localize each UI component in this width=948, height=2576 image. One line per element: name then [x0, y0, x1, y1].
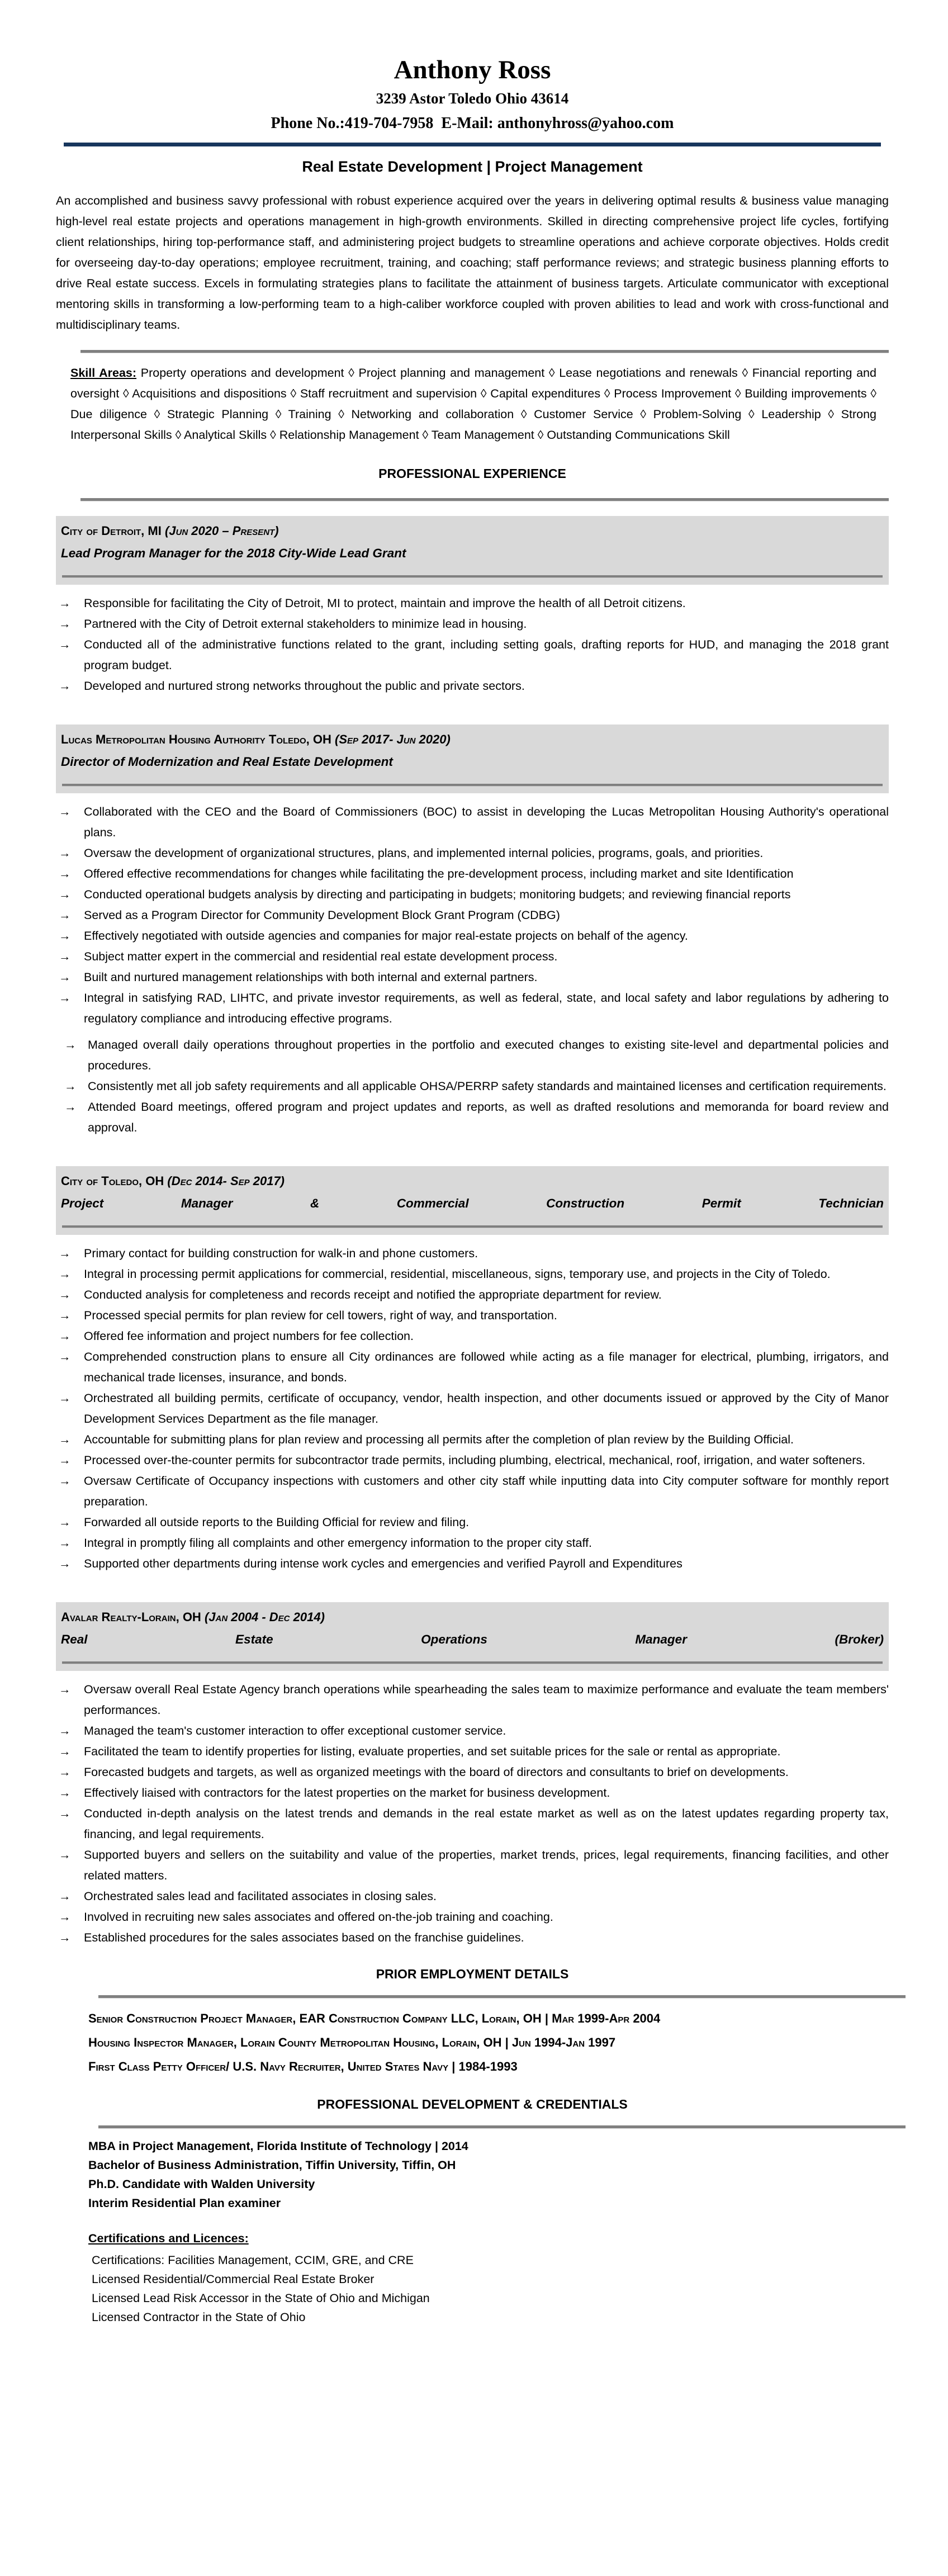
- bullet-text: Processed over-the-counter permits for subcontractor trade permits, including plumbing, electrical, mechanical, roof, irrigation, and water softeners.: [84, 1453, 866, 1467]
- bullet-item: [56, 926, 889, 946]
- job-entry: [56, 724, 889, 1138]
- bullet-text: Accountable for submitting plans for plan review and processing all permits after the completion of plan review by the Building Official.: [84, 1433, 794, 1446]
- bullet-item: [56, 1035, 889, 1076]
- bullet-text: Partnered with the City of Detroit external stakeholders to minimize lead in housing.: [84, 617, 527, 631]
- bullet-text: Oversaw the development of organizational structures, plans, and implemented internal policies, programs, goals, and priorities.: [84, 846, 764, 860]
- bullet-text: Developed and nurtured strong networks throughout the public and private sectors.: [84, 679, 525, 693]
- bullet-text: Managed overall daily operations throughout properties in the portfolio and executed changes to existing site-level and departmental policies and procedures.: [88, 1038, 889, 1072]
- skills-list-text: Property operations and development ◊ Project planning and management ◊ Lease negotiations and renewals ◊ Financial reporting and oversight ◊ Acquisitions and dispositions ◊ Staff recruitment and supervision ◊ Capital expenditures ◊ Process Improvement ◊ Building improvements ◊ Due diligence ◊ Strategic Planning ◊ Training ◊ Networking and collaboration ◊ Customer Service ◊ Problem-Solving ◊ Leadership ◊ Strong Interpersonal Skills ◊ Analytical Skills ◊ Relationship Management ◊ Team Management ◊ Outstanding Communications Skill: [70, 366, 876, 442]
- bullet-item: [56, 1305, 889, 1326]
- address-line: 3239 Astor Toledo Ohio 43614: [376, 90, 569, 107]
- arrow-bullet-icon: →: [64, 1079, 77, 1093]
- bullet-item: [56, 1450, 889, 1471]
- bullet-text: Effectively liaised with contractors for the latest properties on the market for business development.: [84, 1786, 610, 1800]
- bullet-text: Forecasted budgets and targets, as well as organized meetings with the board of directors and consultants to brief on developments.: [84, 1765, 789, 1779]
- arrow-bullet-icon: →: [59, 1329, 71, 1343]
- bullet-item: [56, 1264, 889, 1285]
- bullet-item: [56, 1679, 889, 1721]
- education-line: Interim Residential Plan examiner: [88, 2196, 281, 2210]
- bullet-item: [56, 1783, 889, 1803]
- arrow-bullet-icon: →: [59, 991, 71, 1005]
- bullet-text: Oversaw Certificate of Occupancy inspections with customers and other city staff while inputting data into City computer software for monthly report preparation.: [84, 1474, 889, 1508]
- arrow-bullet-icon: →: [59, 1848, 71, 1862]
- job-title: Project Manager & Commercial Construction Permit Technician: [61, 1196, 884, 1210]
- employment-dates: (Sep 2017- Jun 2020): [335, 732, 451, 746]
- job-entry: [56, 516, 889, 697]
- skills-paragraph: [56, 363, 889, 446]
- bullet-text: Managed the team's customer interaction to offer exceptional customer service.: [84, 1724, 506, 1737]
- company-name: City of Detroit, MI: [61, 524, 162, 538]
- bullet-item: [56, 1243, 889, 1264]
- job-bullet-list: [56, 1679, 889, 1948]
- job-title: Lead Program Manager for the 2018 City-Wide Lead Grant: [61, 546, 406, 560]
- company-line: [61, 1171, 884, 1192]
- bullet-item: [56, 1741, 889, 1762]
- job-header-rule: [62, 1661, 883, 1664]
- job-bullet-list: [56, 802, 889, 1029]
- arrow-bullet-icon: →: [64, 1038, 77, 1052]
- job-bullet-list-secondary: [56, 1035, 889, 1138]
- prior-employment-line: First Class Petty Officer/ U.S. Navy Recruiter, United States Navy | 1984-1993: [88, 2059, 518, 2073]
- section-heading-development: PROFESSIONAL DEVELOPMENT & CREDENTIALS: [317, 2097, 628, 2111]
- bullet-item: [56, 843, 889, 864]
- bullet-item: [56, 1076, 889, 1097]
- arrow-bullet-icon: →: [59, 1890, 71, 1903]
- arrow-bullet-icon: →: [59, 1683, 71, 1696]
- job-title: Director of Modernization and Real Estate Development: [61, 755, 393, 769]
- bullet-text: Consistently met all job safety requirements and all applicable OHSA/PERRP safety standards and maintained licenses and certification requirements.: [88, 1079, 887, 1093]
- bullet-text: Established procedures for the sales associates based on the franchise guidelines.: [84, 1931, 524, 1944]
- arrow-bullet-icon: →: [59, 1267, 71, 1281]
- bullet-item: [56, 676, 889, 697]
- company-name: Avalar Realty-Lorain, OH: [61, 1610, 201, 1624]
- job-bullet-list: [56, 593, 889, 697]
- company-name: Lucas Metropolitan Housing Authority Toledo, OH: [61, 732, 331, 746]
- company-line: [61, 729, 884, 750]
- bullet-item: [56, 1097, 889, 1138]
- bullet-item: [56, 1388, 889, 1429]
- education-line: MBA in Project Management, Florida Institute of Technology | 2014: [88, 2139, 468, 2153]
- bullet-item: [56, 1928, 889, 1948]
- certifications-label: Certifications and Licences:: [88, 2232, 249, 2245]
- development-heading-rule: [98, 2125, 906, 2129]
- company-line: [61, 520, 884, 542]
- bullet-text: Effectively negotiated with outside agencies and companies for major real-estate projects on behalf of the agency.: [84, 929, 688, 943]
- bullet-item: [56, 1762, 889, 1783]
- bullet-text: Responsible for facilitating the City of Detroit, MI to protect, maintain and improve the health of all Detroit citizens.: [84, 596, 686, 610]
- arrow-bullet-icon: →: [59, 1474, 71, 1488]
- prior-employment-line: Housing Inspector Manager, Lorain County Metropolitan Housing, Lorain, OH | Jun 1994-Jan 1997: [88, 2035, 616, 2049]
- contact-line: Phone No.:419-704-7958 E-Mail: anthonyhross@yahoo.com: [271, 115, 674, 132]
- arrow-bullet-icon: →: [59, 617, 71, 631]
- job-header-rule: [62, 784, 883, 787]
- employment-dates: (Jun 2020 – Present): [164, 524, 279, 538]
- prior-employment-line: Senior Construction Project Manager, EAR Construction Company LLC, Lorain, OH | Mar 1999-Apr 2004: [88, 2011, 661, 2025]
- bullet-item: [56, 988, 889, 1029]
- education-line: Bachelor of Business Administration, Tiffin University, Tiffin, OH: [88, 2158, 456, 2172]
- bullet-text: Collaborated with the CEO and the Board of Commissioners (BOC) to assist in developing the Lucas Metropolitan Housing Authority's operational plans.: [84, 805, 889, 839]
- arrow-bullet-icon: →: [59, 638, 71, 651]
- arrow-bullet-icon: →: [59, 1516, 71, 1529]
- bullet-text: Orchestrated sales lead and facilitated associates in closing sales.: [84, 1890, 437, 1903]
- bullet-item: [56, 1285, 889, 1305]
- bullet-item: [56, 864, 889, 884]
- arrow-bullet-icon: →: [59, 1807, 71, 1820]
- bullet-item: [56, 1471, 889, 1512]
- arrow-bullet-icon: →: [59, 929, 71, 943]
- arrow-bullet-icon: →: [59, 1536, 71, 1550]
- company-name: City of Toledo, OH: [61, 1174, 164, 1188]
- person-name: Anthony Ross: [394, 55, 551, 84]
- bullet-text: Integral in promptly filing all complaints and other emergency information to the proper city staff.: [84, 1536, 592, 1550]
- arrow-bullet-icon: →: [59, 1350, 71, 1363]
- summary-paragraph: An accomplished and business savvy professional with robust experience acquired over the years in delivering optimal results & business value managing high-level real estate projects and operations management in high-growth environments. Skilled in directing comprehensive project life cycles, fortifying client relationships, hiring top-performance staff, and administering project budgets to streamline operations and achieve corporate objectives. Holds credit for overseeing day-to-day operations; employee recruitment, training, and coaching; staff performance reviews; and strategic business planning efforts to drive Real estate success. Excels in formulating strategies plans to facilitate the attainment of business targets. Articulate communicator with exceptional mentoring skills in transforming a low-performing team to a high-caliber workforce coupled with proven abilities to lead and work with cross-functional and multidisciplinary teams.: [56, 194, 889, 332]
- bullet-item: [56, 614, 889, 634]
- job-header-block: [56, 1602, 889, 1671]
- bullet-text: Oversaw overall Real Estate Agency branch operations while spearheading the sales team to maximize performance and evaluate the team members' performances.: [84, 1683, 889, 1717]
- bullet-text: Supported other departments during intense work cycles and emergencies and verified Payroll and Expenditures: [84, 1557, 682, 1570]
- arrow-bullet-icon: →: [59, 908, 71, 922]
- arrow-bullet-icon: →: [59, 679, 71, 693]
- bullet-text: Facilitated the team to identify properties for listing, evaluate properties, and set suitable prices for the sale or rental as appropriate.: [84, 1745, 781, 1758]
- certification-line: Licensed Lead Risk Accessor in the State of Ohio and Michigan: [92, 2291, 430, 2305]
- bullet-text: Conducted all of the administrative functions related to the grant, including setting goals, drafting reports for HUD, and managing the 2018 grant program budget.: [84, 638, 889, 672]
- employment-dates: (Dec 2014- Sep 2017): [167, 1174, 285, 1188]
- certification-line: Certifications: Facilities Management, CCIM, GRE, and CRE: [92, 2253, 414, 2267]
- arrow-bullet-icon: →: [59, 1765, 71, 1779]
- job-header-block: [56, 516, 889, 585]
- prior-heading-rule: [98, 1995, 906, 1999]
- arrow-bullet-icon: →: [59, 1453, 71, 1467]
- bullet-text: Built and nurtured management relationships with both internal and external partners.: [84, 970, 538, 984]
- bullet-text: Forwarded all outside reports to the Building Official for review and filing.: [84, 1516, 470, 1529]
- job-entry: [56, 1166, 889, 1574]
- job-header-block: [56, 724, 889, 793]
- job-title: Real Estate Operations Manager (Broker): [61, 1632, 884, 1646]
- bullet-item: [56, 1554, 889, 1574]
- bullet-item: [56, 1533, 889, 1554]
- bullet-text: Offered fee information and project numbers for fee collection.: [84, 1329, 414, 1343]
- header: [56, 54, 889, 136]
- arrow-bullet-icon: →: [59, 1309, 71, 1322]
- arrow-bullet-icon: →: [59, 1247, 71, 1260]
- bullet-text: Integral in satisfying RAD, LIHTC, and private investor requirements, as well as federal, state, and local safety and labor regulations by adhering to regulatory compliance and introducing effective programs.: [84, 991, 889, 1025]
- bullet-text: Conducted in-depth analysis on the latest trends and demands in the real estate market as well as on the latest updates regarding property tax, financing, and legal requirements.: [84, 1807, 889, 1841]
- bullet-text: Conducted operational budgets analysis by directing and participating in budgets; monitoring budgets; and reviewing financial reports: [84, 888, 791, 901]
- company-line: [61, 1607, 884, 1628]
- bullet-item: [56, 1512, 889, 1533]
- bullet-text: Involved in recruiting new sales associates and offered on-the-job training and coaching.: [84, 1910, 553, 1924]
- bullet-item: [56, 905, 889, 926]
- arrow-bullet-icon: →: [59, 1910, 71, 1924]
- arrow-bullet-icon: →: [59, 970, 71, 984]
- arrow-bullet-icon: →: [59, 1391, 71, 1405]
- bullet-item: [56, 634, 889, 676]
- job-header-block: [56, 1166, 889, 1235]
- skills-top-rule: [80, 350, 889, 353]
- bullet-item: [56, 1886, 889, 1907]
- bullet-item: [56, 802, 889, 843]
- bullet-text: Offered effective recommendations for changes while facilitating the pre-development process, including market and site Identification: [84, 867, 794, 880]
- prior-employment-list: [56, 2006, 889, 2078]
- job-header-rule: [62, 575, 883, 578]
- bullet-text: Attended Board meetings, offered program and project updates and reports, as well as drafted resolutions and memoranda for board review and approval.: [88, 1100, 889, 1134]
- arrow-bullet-icon: →: [59, 1433, 71, 1446]
- tagline: Real Estate Development | Project Management: [302, 158, 643, 175]
- arrow-bullet-icon: →: [59, 950, 71, 963]
- bullet-item: [56, 1803, 889, 1845]
- bullet-item: [56, 1907, 889, 1928]
- bullet-text: Comprehended construction plans to ensure all City ordinances are followed while acting as a file manager for electrical, plumbing, irrigators, and mechanical trade licenses, insurance, and bonds.: [84, 1350, 889, 1384]
- arrow-bullet-icon: →: [59, 1931, 71, 1944]
- section-heading-prior-employment: PRIOR EMPLOYMENT DETAILS: [376, 1967, 569, 1981]
- arrow-bullet-icon: →: [59, 1724, 71, 1737]
- bullet-text: Integral in processing permit applications for commercial, residential, miscellaneous, signs, temporary use, and projects in the City of Toledo.: [84, 1267, 831, 1281]
- bullet-text: Processed special permits for plan review for cell towers, right of way, and transportation.: [84, 1309, 557, 1322]
- bullet-item: [56, 967, 889, 988]
- job-bullet-list: [56, 1243, 889, 1574]
- bullet-item: [56, 593, 889, 614]
- bullet-text: Served as a Program Director for Community Development Block Grant Program (CDBG): [84, 908, 560, 922]
- education-list: [56, 2137, 889, 2213]
- arrow-bullet-icon: →: [59, 888, 71, 901]
- bullet-text: Orchestrated all building permits, certificate of occupancy, vendor, health inspection, and other documents issued or approved by the City of Manor Development Services Department as the file manager.: [84, 1391, 889, 1426]
- arrow-bullet-icon: →: [59, 1786, 71, 1800]
- arrow-bullet-icon: →: [59, 1557, 71, 1570]
- arrow-bullet-icon: →: [64, 1100, 77, 1114]
- bullet-item: [56, 1845, 889, 1886]
- arrow-bullet-icon: →: [59, 1288, 71, 1301]
- job-header-rule: [62, 1225, 883, 1228]
- arrow-bullet-icon: →: [59, 1745, 71, 1758]
- arrow-bullet-icon: →: [59, 805, 71, 818]
- experience-list: [56, 516, 889, 1948]
- certifications-list: [56, 2251, 889, 2327]
- arrow-bullet-icon: →: [59, 846, 71, 860]
- certification-line: Licensed Residential/Commercial Real Estate Broker: [92, 2272, 375, 2286]
- bullet-item: [56, 1326, 889, 1347]
- bullet-text: Conducted analysis for completeness and records receipt and notified the appropriate department for review.: [84, 1288, 662, 1301]
- arrow-bullet-icon: →: [59, 867, 71, 880]
- bullet-item: [56, 884, 889, 905]
- experience-heading-rule: [80, 498, 889, 501]
- job-entry: [56, 1602, 889, 1948]
- arrow-bullet-icon: →: [59, 596, 71, 610]
- skills-label: Skill Areas:: [70, 366, 137, 380]
- bullet-text: Primary contact for building construction for walk-in and phone customers.: [84, 1247, 478, 1260]
- bullet-item: [56, 1721, 889, 1741]
- bullet-item: [56, 1429, 889, 1450]
- bullet-item: [56, 946, 889, 967]
- section-heading-experience: PROFESSIONAL EXPERIENCE: [378, 466, 566, 481]
- bullet-item: [56, 1347, 889, 1388]
- education-line: Ph.D. Candidate with Walden University: [88, 2177, 315, 2191]
- bullet-text: Subject matter expert in the commercial and residential real estate development process.: [84, 950, 558, 963]
- employment-dates: (Jan 2004 - Dec 2014): [204, 1610, 325, 1624]
- bullet-text: Supported buyers and sellers on the suitability and value of the properties, market trends, prices, legal requirements, financing facilities, and other related matters.: [84, 1848, 889, 1882]
- header-divider-rule: [64, 143, 881, 146]
- certification-line: Licensed Contractor in the State of Ohio: [92, 2310, 306, 2324]
